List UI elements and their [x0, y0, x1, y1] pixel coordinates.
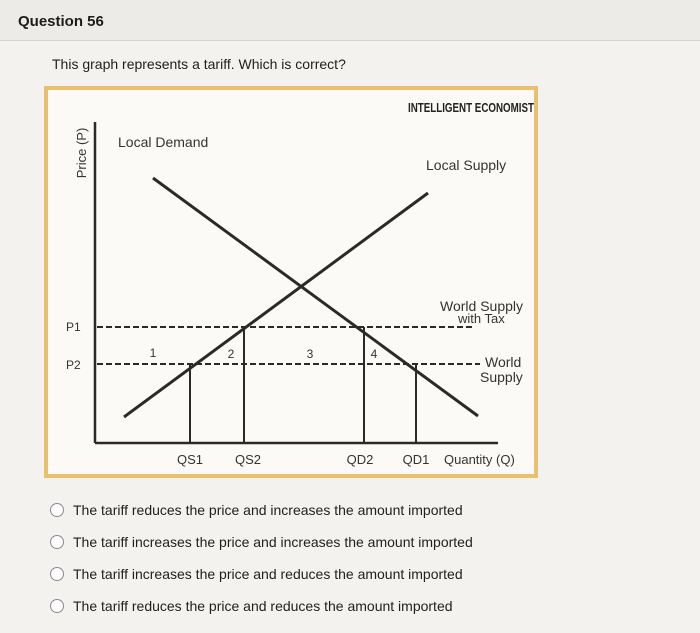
local-supply-label: Local Supply: [426, 157, 507, 173]
question-title: Question 56: [18, 13, 104, 30]
brand-label: INTELLIGENT ECONOMIST: [408, 100, 535, 115]
area-label-1: 1: [149, 346, 157, 360]
answer-option-label: The tariff increases the price and increases the amount imported: [73, 534, 473, 550]
price-label-p2: P2: [66, 358, 81, 372]
quantity-label-qs1: QS1: [176, 452, 204, 467]
radio-button-icon[interactable]: [50, 503, 64, 517]
radio-button-icon[interactable]: [50, 599, 64, 613]
world-supply-label-1: World: [485, 354, 522, 370]
answer-options: [50, 494, 473, 622]
area-label-3: 3: [306, 347, 314, 361]
local-demand-curve: [153, 178, 478, 416]
local-demand-label: Local Demand: [118, 134, 209, 150]
answer-option-label: The tariff reduces the price and reduces the amount imported: [73, 598, 453, 614]
world-supply-tax-label-2: with Tax: [458, 311, 505, 326]
world-supply-tax-label-1: World Supply: [440, 298, 524, 314]
tariff-graph: [44, 86, 538, 478]
quantity-label-qd2: QD2: [346, 452, 374, 467]
area-label-2: 2: [227, 347, 235, 361]
tariff-graph-svg: [48, 90, 534, 474]
quantity-label-qs2: QS2: [234, 452, 262, 467]
answer-option-4[interactable]: [50, 590, 473, 622]
radio-button-icon[interactable]: [50, 567, 64, 581]
world-supply-label-2: Supply: [480, 369, 523, 385]
answer-option-label: The tariff increases the price and reduces the amount imported: [73, 566, 463, 582]
quantity-label-qd1: QD1: [402, 452, 430, 467]
answer-option-2[interactable]: [50, 526, 473, 558]
answer-option-1[interactable]: [50, 494, 473, 526]
price-label-p1: P1: [66, 320, 81, 334]
radio-button-icon[interactable]: [50, 535, 64, 549]
local-supply-curve: [124, 193, 428, 417]
area-label-4: 4: [370, 347, 378, 361]
x-axis-label: Quantity (Q): [444, 452, 515, 467]
answer-option-label: The tariff reduces the price and increases the amount imported: [73, 502, 463, 518]
answer-option-3[interactable]: [50, 558, 473, 590]
y-axis-label: Price (P): [74, 127, 89, 179]
question-text: This graph represents a tariff. Which is correct?: [52, 56, 346, 72]
question-header: [0, 0, 700, 41]
